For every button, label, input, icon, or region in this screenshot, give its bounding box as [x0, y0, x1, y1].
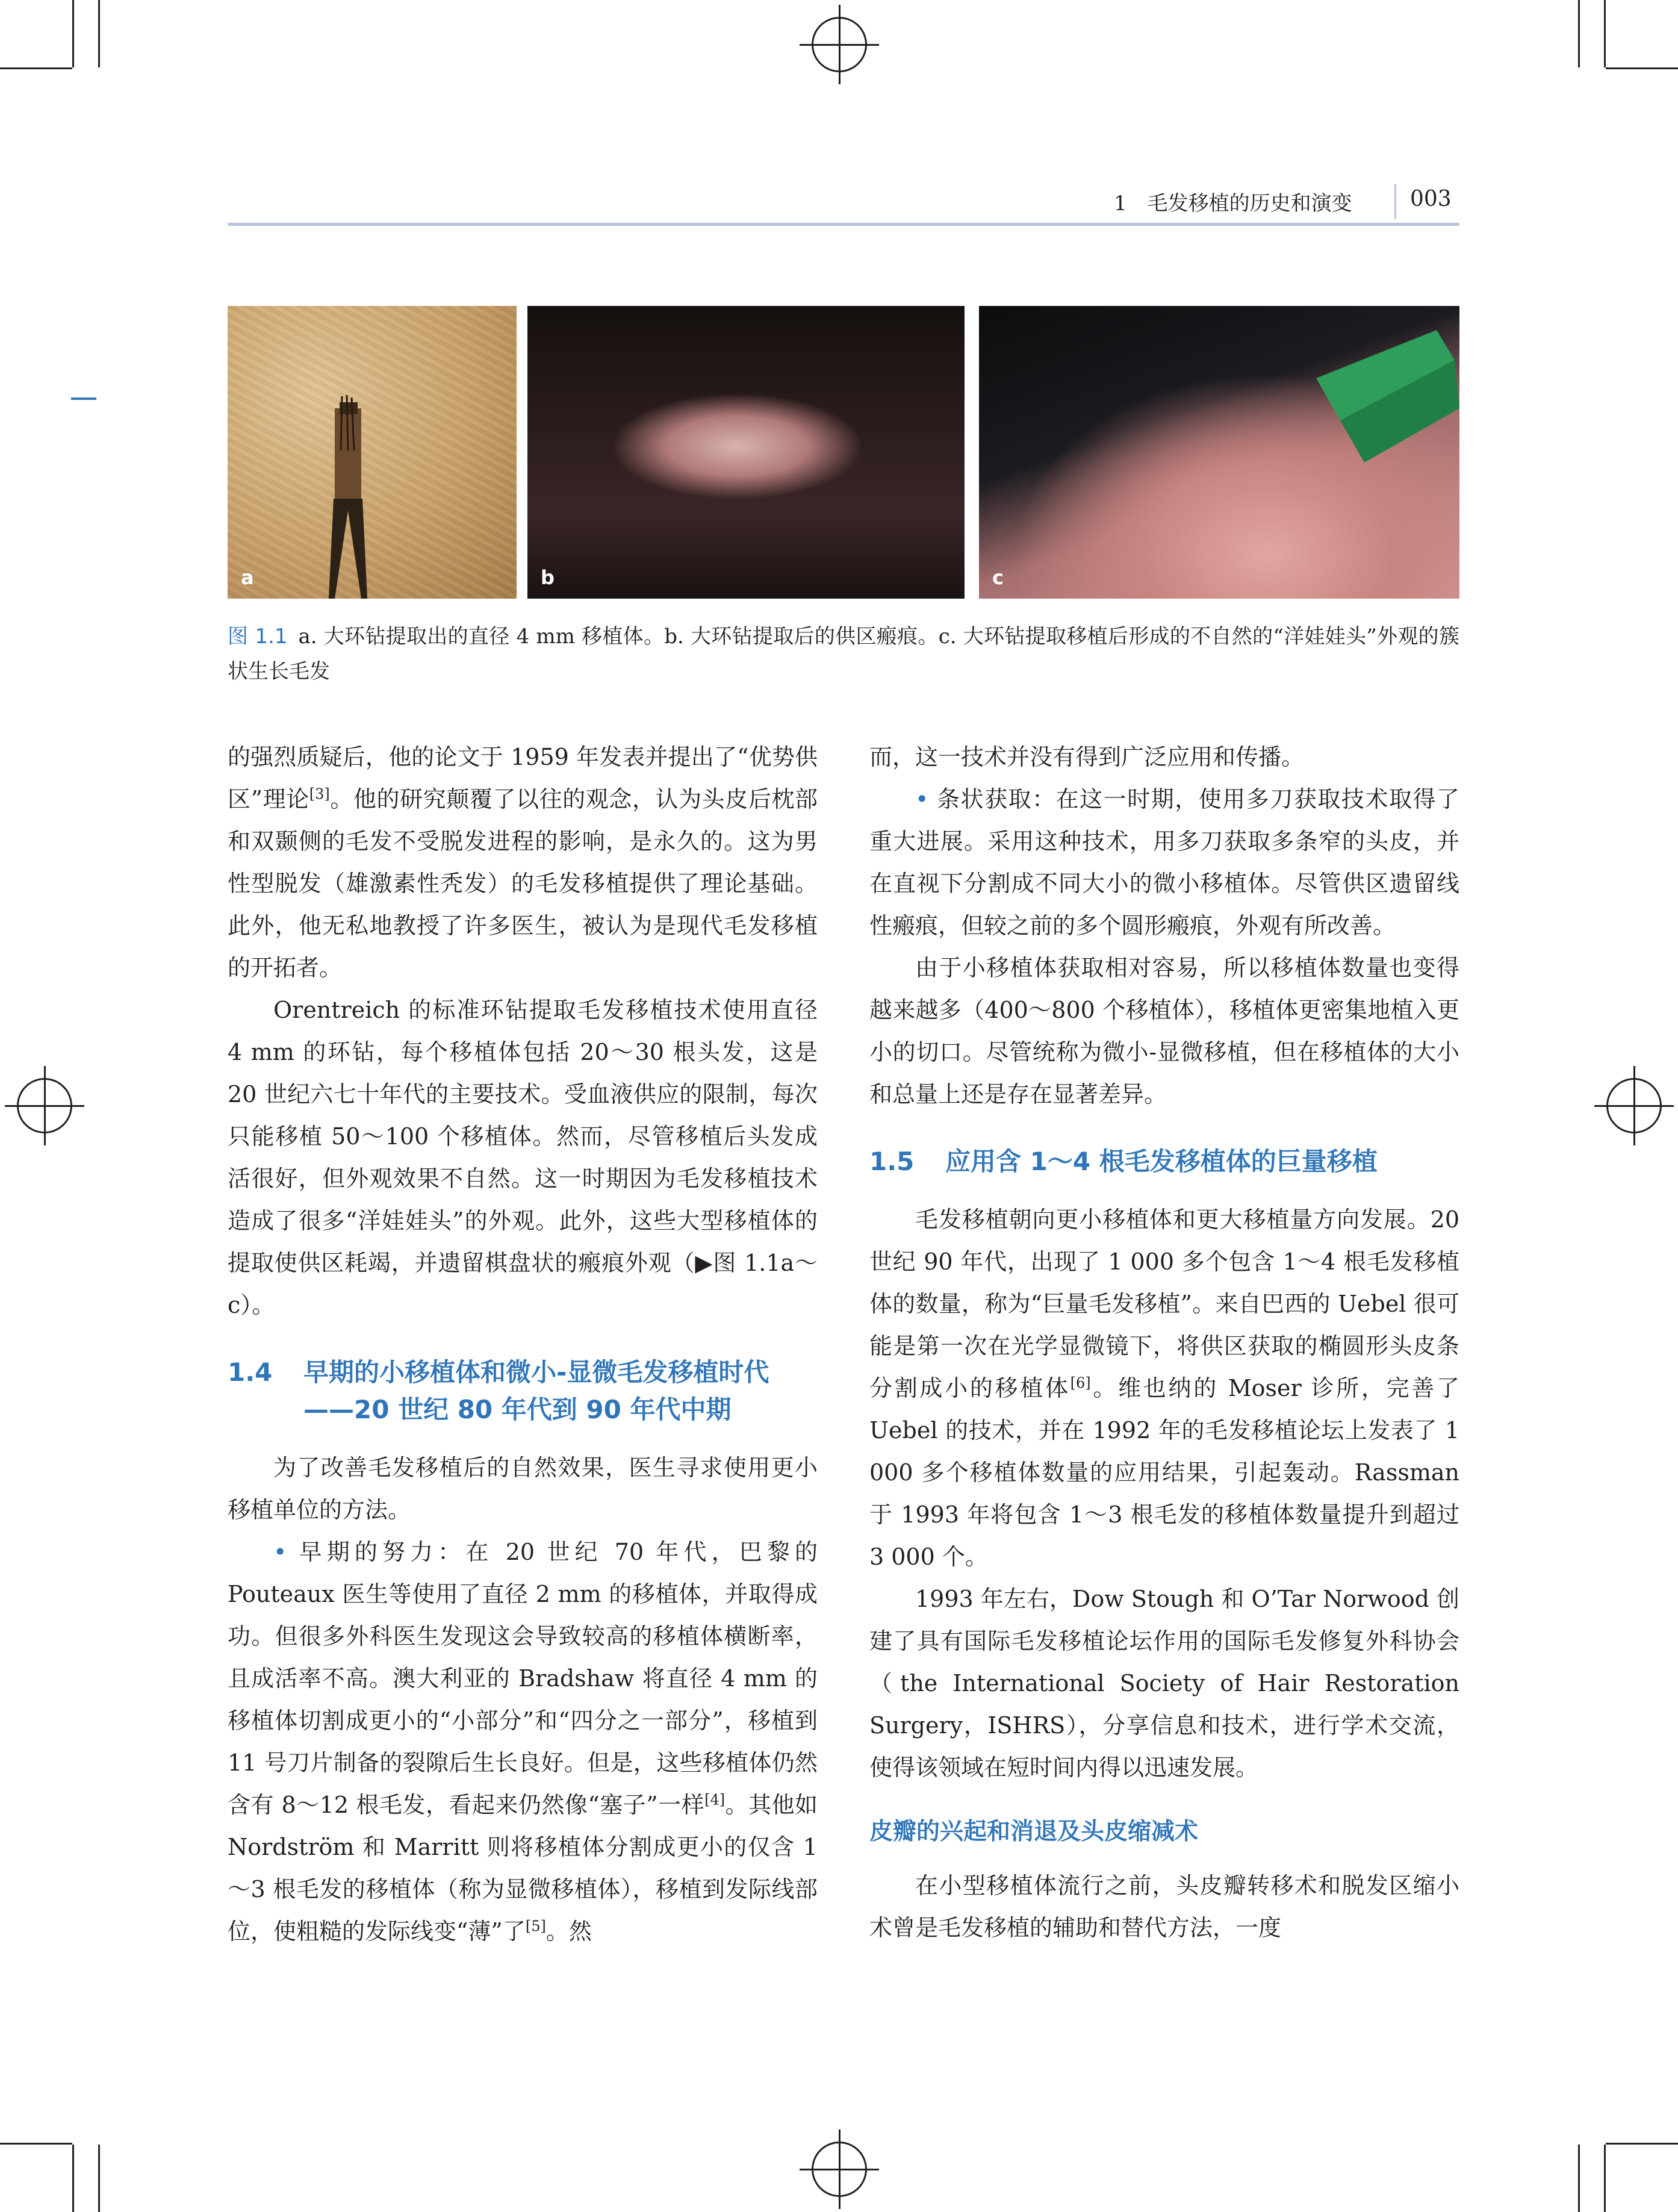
- text: 毛发移植朝向更小移植体和更大移植量方向发展。20 世纪 90 年代，出现了 1 000 多个包含 1～4 根毛发移植体的数量，称为“巨量毛发移植”。来自巴西的 Uebel 很可能是第一次在光学显微镜下，将供区获取的椭圆形头皮条分割成小的移植体: [869, 1206, 1459, 1401]
- crop-mark: [98, 2145, 100, 2212]
- bullet-paragraph: [228, 1531, 818, 1952]
- citation: [5]: [525, 1918, 546, 1935]
- crop-mark: [1578, 2145, 1580, 2212]
- header-rule: [228, 223, 1459, 226]
- crop-mark: [0, 2143, 72, 2145]
- section-number: 1.4: [228, 1357, 273, 1387]
- citation: [6]: [1070, 1374, 1091, 1392]
- figure-photo-c: [979, 306, 1459, 599]
- paragraph: [228, 736, 818, 989]
- section-heading-1-5: [869, 1143, 1459, 1180]
- text: 的强烈质疑后，他的论文于 1959 年发表并提出了“优势供区”理论: [228, 744, 818, 812]
- panel-label-a: a: [241, 566, 254, 589]
- page-number: 003: [1410, 187, 1452, 211]
- crop-mark: [1604, 0, 1606, 67]
- paragraph: 由于小移植体获取相对容易，所以移植体数量也变得越来越多（400～800 个移植体），移植体更密集地植入更小的切口。尽管统称为微小-显微移植，但在移植体的大小和总量上还是存在显著差异。: [869, 955, 1459, 1108]
- comb-illustration: [979, 306, 1459, 599]
- text: 。维也纳的 Moser 诊所，完善了 Uebel 的技术，并在 1992 年的毛发移植论坛上发表了 1 000 多个移植体数量的应用结果，引起轰动。Rassman 于 1993 年将包含 1～3 根毛发的移植体数量提升到超过 3 000 个。: [869, 1375, 1459, 1570]
- running-head: [1114, 184, 1451, 218]
- crop-mark: [1578, 0, 1580, 67]
- figure-photo-b: [527, 306, 965, 599]
- citation: [4]: [704, 1791, 726, 1809]
- margin-marker: [71, 397, 96, 400]
- crop-mark: [98, 0, 100, 67]
- crop-mark: [1606, 67, 1678, 69]
- panel-label-c: c: [992, 566, 1004, 589]
- text: 。其他如 Nordström 和 Marritt 则将移植体分割成更小的仅含 1～3 根毛发的移植体（称为显微移植体），移植到发际线部位，使粗糙的发际线变“薄”了: [228, 1792, 818, 1945]
- crop-mark: [1606, 2143, 1678, 2145]
- crop-mark: [72, 0, 74, 67]
- bullet-icon: •: [915, 786, 929, 812]
- crop-mark: [1604, 2145, 1606, 2212]
- text: 。他的研究颠覆了以往的观念，认为头皮后枕部和双颞侧的毛发不受脱发进程的影响，是永久的。这为男性型脱发（雄激素性秃发）的毛发移植提供了理论基础。此外，他无私地教授了许多医生，被认为是现代毛发移植的开拓者。: [228, 786, 818, 981]
- figure-caption: [228, 619, 1459, 689]
- graft-tool-illustration: [228, 306, 517, 599]
- left-column: [228, 736, 818, 1952]
- paragraph: [869, 1198, 1459, 1578]
- figure-number: 图 1.1: [228, 625, 288, 649]
- citation: [3]: [309, 785, 330, 803]
- header-separator: [1394, 184, 1396, 219]
- panel-label-b: b: [541, 566, 555, 589]
- text: 。然: [545, 1918, 592, 1945]
- chapter-title: 1 毛发移植的历史和演变: [1114, 192, 1352, 216]
- figure-photo-a: [228, 306, 517, 599]
- paragraph: Orentreich 的标准环钻提取毛发移植技术使用直径 4 mm 的环钻，每个移植体包括 20～30 根头发，这是 20 世纪六七十年代的主要技术。受血液供应的限制，每次只能移植 50～100 个移植体。然而，尽管移植后头发成活很好，但外观效果不自然。这一时期因为毛发移植技术造成了很多“洋娃娃头”的外观。此外，这些大型移植体的提取使供区耗竭，并遗留棋盘状的瘢痕外观（▶图 1.1a～c）。: [228, 997, 818, 1318]
- crop-mark: [0, 67, 72, 69]
- paragraph: 而，这一技术并没有得到广泛应用和传播。: [869, 744, 1305, 770]
- paragraph: 1993 年左右，Dow Stough 和 O’Tar Norwood 创建了具有国际毛发移植论坛作用的国际毛发修复外科协会（the International Society of Hair Restoration Surgery，ISHRS），分享信息和技术，进行学术交流，使得该领域在短时间内得以迅速发展。: [869, 1586, 1459, 1781]
- figure-caption-text: a. 大环钻提取出的直径 4 mm 移植体。b. 大环钻提取后的供区瘢痕。c. 大环钻提取移植后形成的不自然的“洋娃娃头”外观的簇状生长毛发: [228, 625, 1459, 684]
- bullet-icon: •: [273, 1539, 287, 1565]
- text: 条状获取：在这一时期，使用多刀获取技术取得了重大进展。采用这种技术，用多刀获取多条窄的头皮，并在直视下分割成不同大小的微小移植体。尽管供区遗留线性瘢痕，但较之前的多个圆形瘢痕，外观有所改善。: [869, 786, 1459, 939]
- section-heading-1-4: [228, 1354, 818, 1428]
- section-title: 早期的小移植体和微小-显微毛发移植时代——20 世纪 80 年代到 90 年代中期: [303, 1357, 769, 1424]
- text: 早期的努力：在 20 世纪 70 年代，巴黎的 Pouteaux 医生等使用了直径 2 mm 的移植体，并取得成功。但很多外科医生发现这会导致较高的移植体横断率，且成活率不高。澳大利亚的 Bradshaw 将直径 4 mm 的移植体切割成更小的“小部分”和“四分之一部分”，移植到 11 号刀片制备的裂隙后生长良好。但是，这些移植体仍然含有 8～12 根毛发，看起来仍然像“塞子”一样: [228, 1539, 818, 1818]
- paragraph: 在小型移植体流行之前，头皮瓣转移术和脱发区缩小术曾是毛发移植的辅助和替代方法，一度: [869, 1872, 1459, 1941]
- right-column: [869, 736, 1459, 1949]
- section-title: 应用含 1～4 根毛发移植体的巨量移植: [945, 1147, 1378, 1176]
- paragraph: 为了改善毛发移植后的自然效果，医生寻求使用更小移植单位的方法。: [228, 1454, 818, 1523]
- subsection-heading: 皮瓣的兴起和消退及头皮缩减术: [869, 1818, 1199, 1845]
- bullet-paragraph: [869, 778, 1459, 947]
- section-number: 1.5: [869, 1147, 915, 1176]
- crop-mark: [72, 2145, 74, 2212]
